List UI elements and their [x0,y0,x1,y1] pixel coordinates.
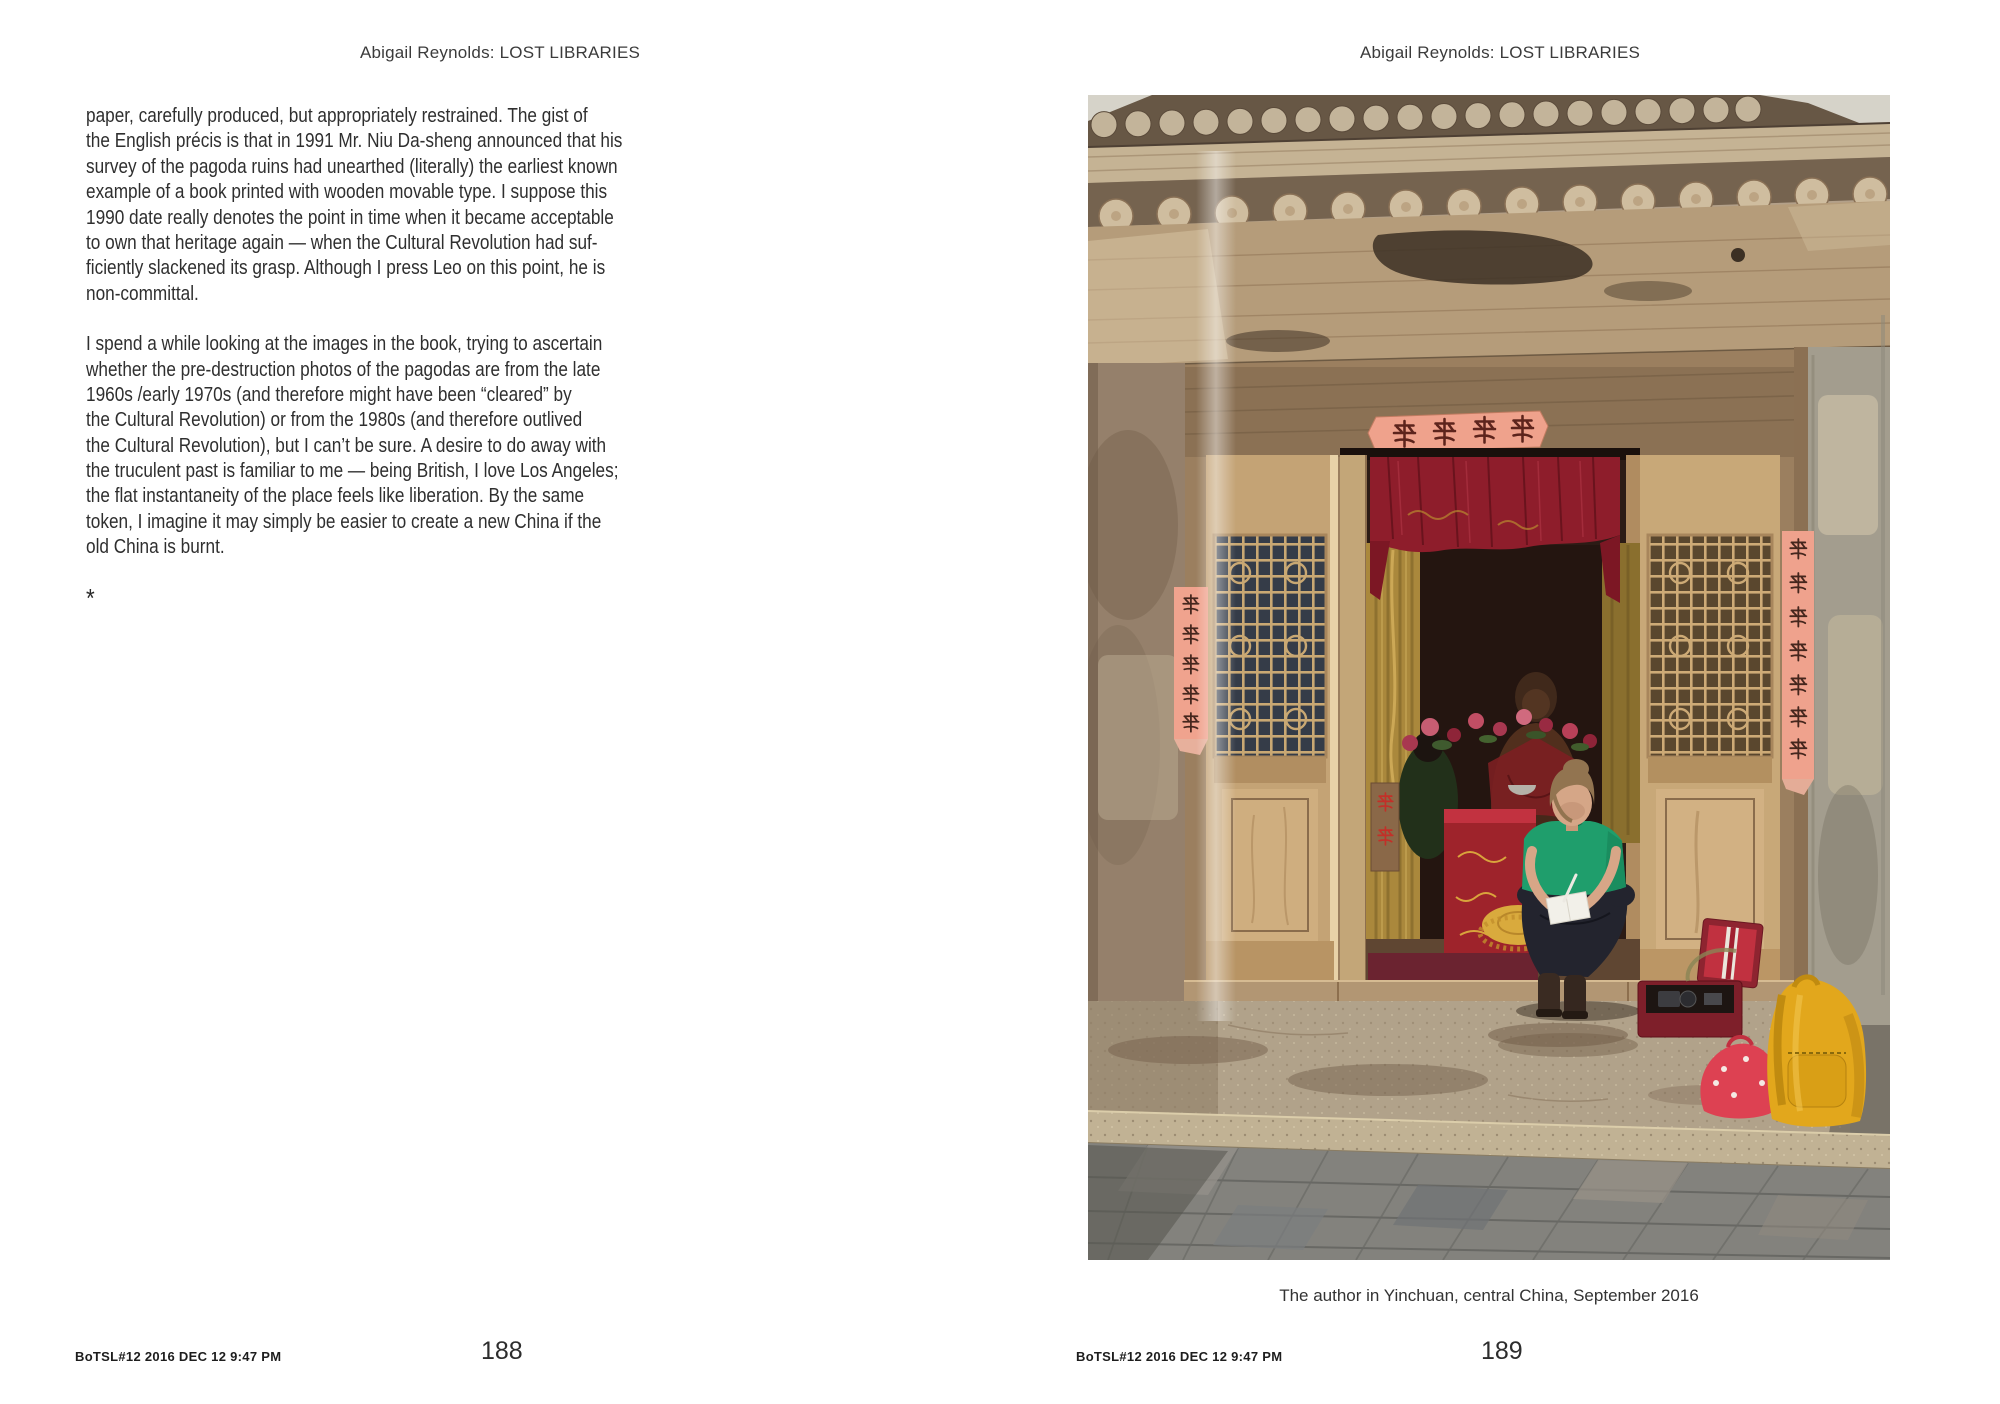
body-text-line: old China is burnt. [86,536,225,559]
body-text-line: non-committal. [86,282,199,305]
body-text-line: to own that heritage again — when the Cultural Revolution had suf- [86,231,598,254]
page-number-left: 188 [481,1337,523,1365]
page-number-right: 189 [1481,1337,1523,1365]
body-text-line: 1960s /early 1970s (and therefore might have been “cleared” by [86,383,572,406]
photo-ground [1088,981,1890,1260]
body-paragraph [86,104,740,307]
body-text-line: I spend a while looking at the images in the book, trying to ascertain [86,333,603,356]
body-text-line: survey of the pagoda ruins had unearthed (literally) the earliest known [86,155,618,178]
body-text-line: ficiently slackened its grasp. Although I press Leo on this point, he is [86,257,606,280]
body-text-line: the flat instantaneity of the place feels like liberation. By the same [86,485,585,508]
temple-photograph [1088,95,1890,1260]
imprint-right: BoTSL#12 2016 DEC 12 9:47 PM [1076,1349,1283,1364]
body-text-line: the English précis is that in 1991 Mr. Niu Da-sheng announced that his [86,130,623,153]
body-text-line: paper, carefully produced, but appropriately restrained. The gist of [86,105,588,127]
temple-photo-illustration [1088,95,1890,1260]
running-header-left: Abigail Reynolds: LOST LIBRARIES [359,43,641,62]
section-break-asterisk: * [86,582,95,613]
body-paragraph [86,332,740,561]
body-text-line: 1990 date really denotes the point in time when it became acceptable [86,206,614,229]
body-text-line: the Cultural Revolution) or from the 1980s (and therefore outlived [86,409,583,432]
photo-caption: The author in Yinchuan, central China, September 2016 [1279,1286,1699,1305]
running-header-right: Abigail Reynolds: LOST LIBRARIES [1359,43,1641,62]
body-text-line: whether the pre-destruction photos of the pagodas are from the late [86,358,601,381]
body-text-line: the truculent past is familiar to me — being British, I love Los Angeles; [86,460,619,483]
imprint-left: BoTSL#12 2016 DEC 12 9:47 PM [75,1349,282,1364]
body-text-line: example of a book printed with wooden movable type. I suppose this [86,181,608,204]
body-text-column [86,104,740,611]
body-text-line: the Cultural Revolution), but I can’t be sure. A desire to do away with [86,434,607,457]
light-leak [1196,151,1236,1021]
body-text-line: token, I imagine it may simply be easier to create a new China if the [86,510,602,533]
